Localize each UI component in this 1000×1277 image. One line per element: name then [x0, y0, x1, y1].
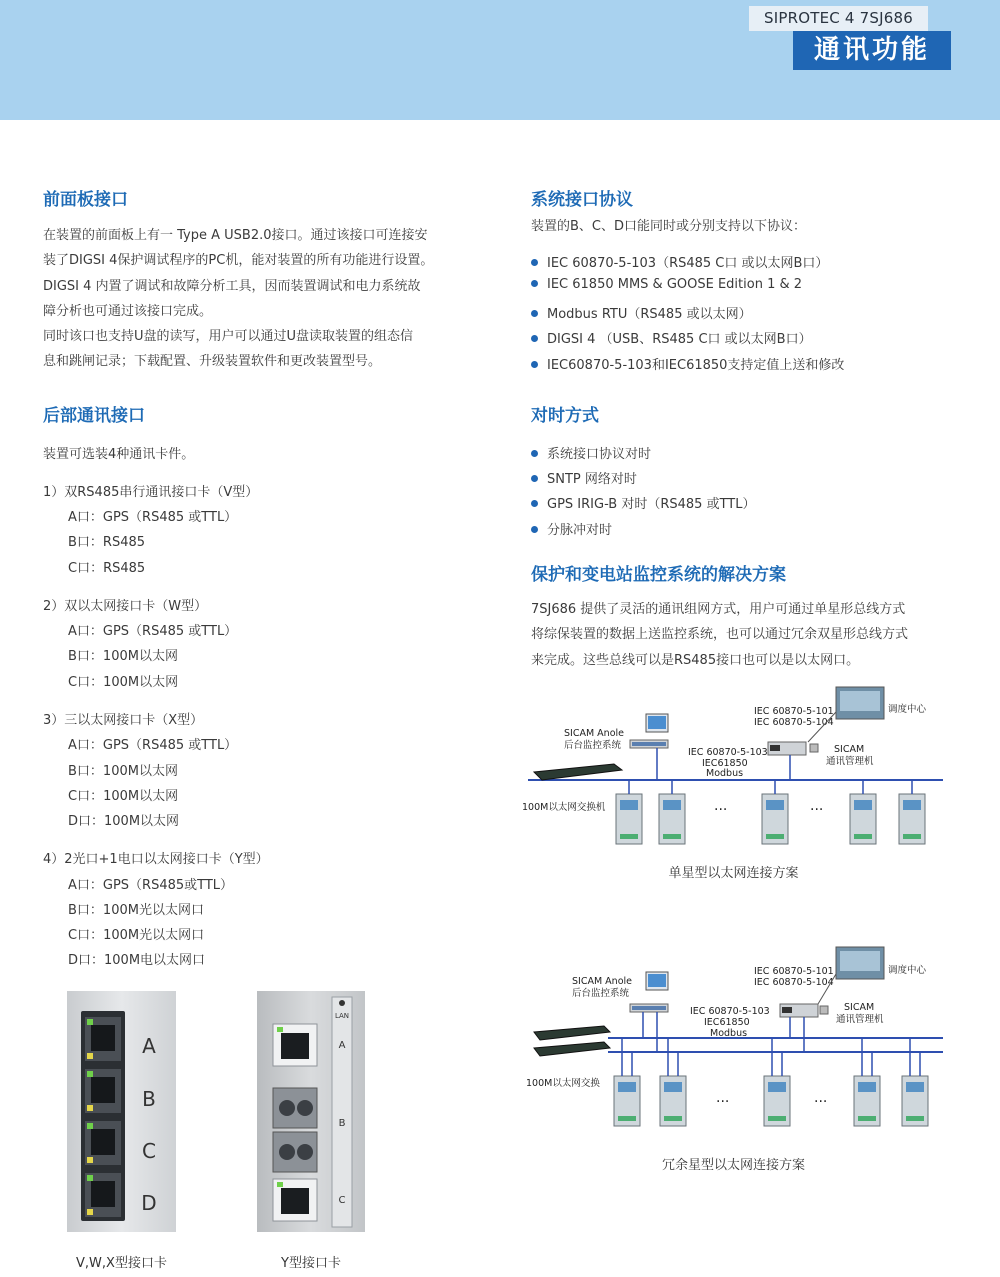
protocol-item: IEC 60870-5-103（RS485 C口 或以太网B口）	[531, 252, 828, 271]
card-v-port-c: C口：RS485	[68, 561, 146, 576]
rear-intro: 装置可选装4种通讯卡件。	[43, 447, 195, 462]
text-line: 息和跳闸记录；下载配置、升级装置软件和更改装置型号。	[43, 354, 382, 370]
iec101-label: IEC 60870-5-101	[754, 706, 834, 717]
timesync-item: SNTP 网络对时	[531, 468, 637, 487]
protocol-item: IEC60870-5-103和IEC61850支持定值上送和修改	[531, 354, 844, 373]
dots: ···	[810, 802, 824, 818]
modbus-label: Modbus	[710, 1028, 748, 1039]
card-y-port-d: D口：100M电以太网口	[68, 953, 206, 968]
redundant-star-caption: 冗余星型以太网连接方案	[661, 1158, 805, 1173]
backend-label: 后台监控系统	[572, 988, 630, 999]
sicam-anole-label: SICAM Anole	[572, 976, 632, 987]
card-x-port-c: C口：100M以太网	[68, 789, 179, 804]
card-x-port-d: D口：100M以太网	[68, 814, 180, 829]
iec61850-label: IEC61850	[704, 1017, 750, 1028]
page-title: 通讯功能	[793, 31, 951, 70]
protocol-item: Modbus RTU（RS485 或以太网）	[531, 303, 752, 322]
card-title-v: 1）双RS485串行通讯接口卡（V型）	[43, 485, 259, 500]
port-label-a: A	[142, 1034, 156, 1058]
card-x-port-a: A口：GPS（RS485 或TTL）	[68, 738, 238, 753]
sicam-label: SICAM	[844, 1002, 875, 1013]
iec101-label: IEC 60870-5-101	[754, 966, 834, 977]
y-card-photo	[257, 991, 365, 1232]
dispatch-label: 调度中心	[888, 965, 927, 976]
card-title-y: 4）2光口+1电口以太网接口卡（Y型）	[43, 852, 269, 867]
card-y-port-c: C口：100M光以太网口	[68, 928, 205, 943]
single-star-caption: 单星型以太网连接方案	[668, 866, 799, 881]
text-line: 将综保装置的数据上送监控系统，也可以通过冗余双星形总线方式	[531, 627, 909, 643]
port-label-d: D	[141, 1191, 157, 1215]
comm-mgr-label: 通讯管理机	[836, 1014, 884, 1025]
protocol-intro: 装置的B、C、D口能同时或分别支持以下协议：	[531, 219, 807, 234]
dots: ···	[714, 802, 728, 818]
card-x-port-b: B口：100M以太网	[68, 764, 178, 779]
dots: ···	[716, 1094, 730, 1110]
iec104-label: IEC 60870-5-104	[754, 717, 834, 728]
switch-icon	[534, 1026, 610, 1040]
timesync-heading: 对时方式	[531, 406, 599, 426]
card-w-port-b: B口：100M以太网	[68, 649, 178, 664]
protocol-item: IEC 61850 MMS & GOOSE Edition 1 & 2	[531, 277, 802, 292]
iec103-label: IEC 60870-5-103	[688, 747, 768, 758]
dots: ···	[814, 1094, 828, 1110]
y-card-caption: Y型接口卡	[281, 1256, 341, 1271]
card-w-port-a: A口：GPS（RS485 或TTL）	[68, 624, 238, 639]
switch-label: 100M以太网交换机	[522, 802, 606, 813]
vwx-card-caption: V,W,X型接口卡	[76, 1256, 167, 1271]
switch-label: 100M以太网交换	[526, 1078, 600, 1089]
rear-heading: 后部通讯接口	[43, 406, 145, 426]
backend-label: 后台监控系统	[564, 740, 622, 751]
front-panel-heading: 前面板接口	[43, 190, 128, 210]
protocol-item: DIGSI 4 （USB、RS485 C口 或以太网B口）	[531, 328, 812, 347]
modbus-label: Modbus	[706, 768, 744, 779]
switch-icon	[534, 1042, 610, 1056]
solution-text	[531, 597, 908, 673]
product-label: SIPROTEC 4 7SJ686	[749, 6, 928, 31]
iec61850-label: IEC61850	[702, 758, 748, 769]
text-line: DIGSI 4 内置了调试和故障分析工具，因而装置调试和电力系统故	[43, 278, 421, 294]
vwx-card-photo	[67, 991, 176, 1232]
timesync-item: 系统接口协议对时	[531, 443, 651, 462]
text-line: 7SJ686 提供了灵活的通讯组网方式，用户可通过单星形总线方式	[531, 602, 906, 617]
sicam-anole-label: SICAM Anole	[564, 728, 624, 739]
solution-heading: 保护和变电站监控系统的解决方案	[531, 565, 786, 585]
text-line: 来完成。这些总线可以是RS485接口也可以是以太网口。	[531, 652, 860, 668]
timesync-item: 分脉冲对时	[531, 519, 612, 538]
single-star-diagram	[518, 684, 948, 850]
iec103-label: IEC 60870-5-103	[690, 1006, 770, 1017]
y-port-label-b: B	[338, 1118, 346, 1129]
protocol-heading: 系统接口协议	[531, 190, 633, 210]
comm-mgr-label: 通讯管理机	[826, 756, 874, 767]
switch-icon	[534, 764, 622, 780]
sicam-label: SICAM	[834, 744, 865, 755]
card-w-port-c: C口：100M以太网	[68, 675, 179, 690]
card-v-port-b: B口：RS485	[68, 535, 146, 550]
text-line: 障分析也可通过该接口完成。	[43, 303, 213, 319]
text-line: 装了DIGSI 4保护调试程序的PC机，能对装置的所有功能进行设置。	[43, 253, 434, 269]
iec104-label: IEC 60870-5-104	[754, 977, 834, 988]
card-v-port-a: A口：GPS（RS485 或TTL）	[68, 510, 238, 525]
card-y-port-a: A口：GPS（RS485或TTL）	[68, 878, 234, 893]
port-label-c: C	[142, 1139, 156, 1163]
dispatch-label: 调度中心	[888, 704, 927, 715]
card-y-port-b: B口：100M光以太网口	[68, 903, 204, 918]
text-line: 在装置的前面板上有一 Type A USB2.0接口。通过该接口可连接安	[43, 228, 428, 243]
y-port-label-c: C	[338, 1195, 346, 1206]
text-line: 同时该口也支持U盘的读写，用户可以通过U盘读取装置的组态信	[43, 329, 414, 345]
lan-label: LAN	[334, 1012, 350, 1020]
front-panel-text	[43, 223, 433, 375]
redundant-star-diagram	[518, 942, 948, 1132]
timesync-item: GPS IRIG-B 对时（RS485 或TTL）	[531, 493, 755, 512]
card-title-w: 2）双以太网接口卡（W型）	[43, 599, 208, 614]
card-title-x: 3）三以太网接口卡（X型）	[43, 713, 204, 728]
y-port-label-a: A	[338, 1040, 346, 1051]
port-label-b: B	[142, 1087, 156, 1111]
